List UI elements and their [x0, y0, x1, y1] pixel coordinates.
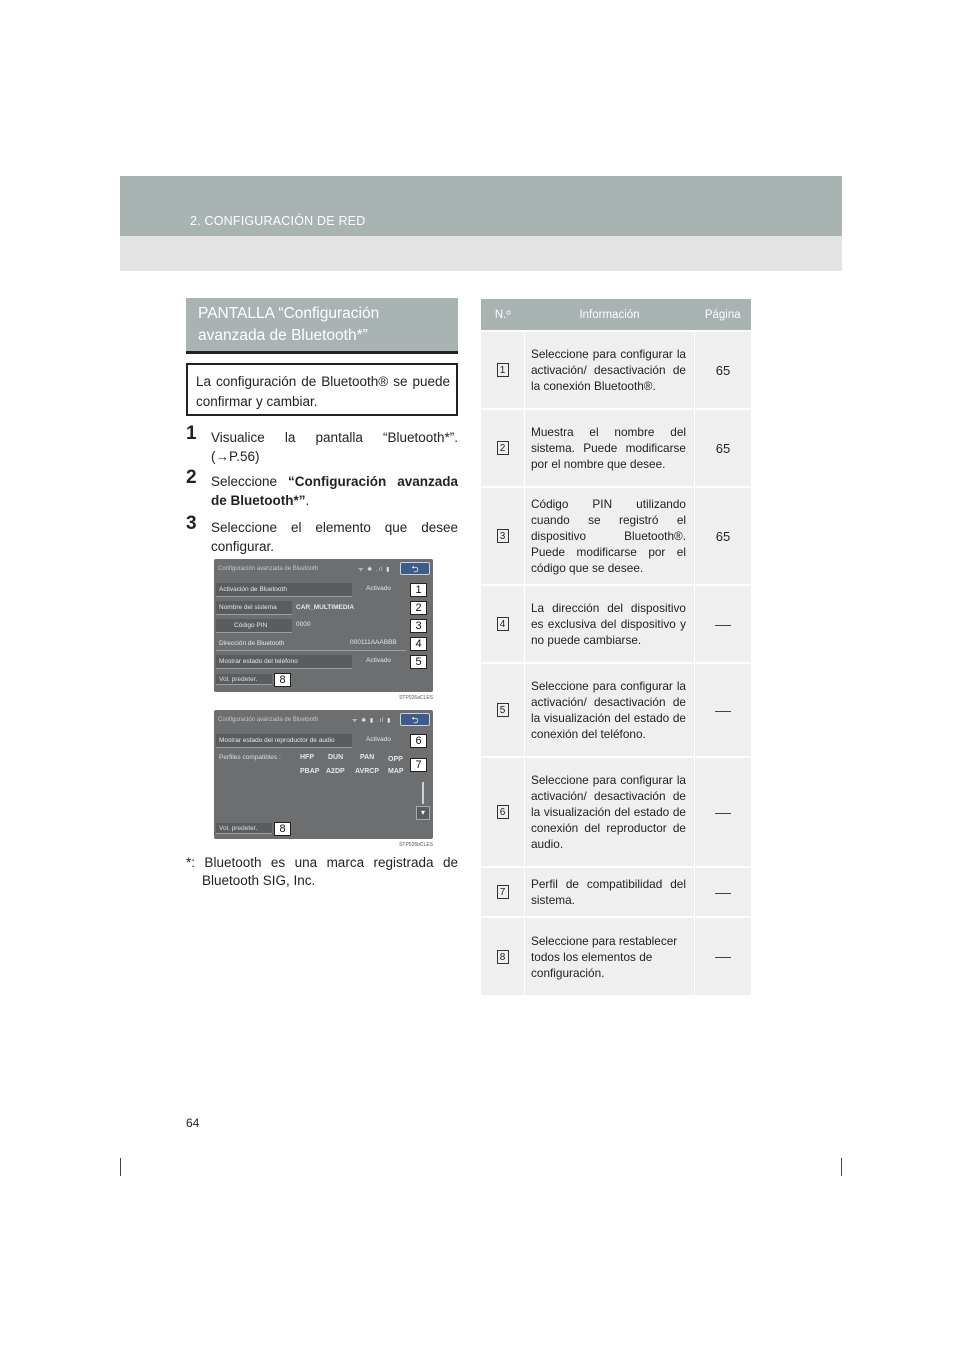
status-icons: ᯤ ✱ ▮ .ıl ▮ [352, 718, 392, 724]
table-row [481, 331, 751, 409]
no-page-dash [715, 893, 731, 894]
item-info: Seleccione para configurar la activación/ desactivación de la visualización del estado de conexión del reproductor de audio. [525, 757, 695, 867]
row-bluetooth-activation[interactable]: Activación de Bluetooth [216, 583, 352, 597]
step-number: 2 [186, 467, 197, 488]
figure-code: STP026aCLES [399, 695, 433, 701]
profile-pbap: PBAP [300, 768, 320, 775]
row-bluetooth-address: Dirección de Bluetooth [216, 637, 406, 651]
item-page: 65 [695, 409, 752, 487]
step-text: Seleccione “Configuración avanzada de Bluetooth*”. [211, 474, 459, 508]
col-header-page: Página [695, 299, 752, 331]
header-title: 2. CONFIGURACIÓN DE RED [190, 214, 366, 228]
col-header-info: Información [525, 299, 695, 331]
screenshot-bluetooth-settings-1 [214, 559, 433, 701]
row-value: Activado [366, 736, 391, 743]
callout-1: 1 [410, 583, 427, 597]
section-intro: La configuración de Bluetooth® se puede confirmar y cambiar. [186, 363, 458, 416]
scrollbar[interactable] [422, 782, 424, 804]
item-info: Código PIN utilizando cuando se registró el dispositivo Bluetooth®. Puede modificarse por el código que se desee. [525, 487, 695, 585]
profile-dun: DUN [328, 754, 344, 761]
step-number: 1 [186, 423, 197, 444]
callout-5: 5 [410, 655, 427, 669]
row-value: 000111AAABBB [350, 639, 397, 646]
row-value: Activado [366, 585, 391, 592]
default-volume-button[interactable]: Vol. predeter. [216, 674, 272, 685]
crop-mark [120, 1158, 121, 1176]
back-icon[interactable]: ⮌ [400, 713, 430, 726]
profile-a2dp: A2DP [326, 768, 345, 775]
no-page-dash [715, 711, 731, 712]
callout-2: 2 [410, 601, 427, 615]
col-header-number: N.º [481, 299, 525, 331]
callout-7: 7 [410, 758, 427, 772]
item-number: 1 [497, 363, 509, 377]
scroll-down-icon[interactable]: ▾ [416, 806, 430, 820]
table-row [481, 409, 751, 487]
item-number: 6 [497, 805, 509, 819]
page-number: 64 [186, 1116, 200, 1130]
item-number: 2 [497, 441, 509, 455]
table-row [481, 663, 751, 757]
row-value: Activado [366, 657, 391, 664]
step-3 [186, 513, 458, 556]
item-info: La dirección del dispositivo es exclusiva del dispositivo y no puede cambiarse. [525, 585, 695, 663]
profile-opp: OPP [388, 756, 403, 763]
step-text: Visualice la pantalla “Bluetooth*”. (→P.56) [211, 430, 458, 464]
info-table [481, 299, 751, 995]
row-value: 0000 [296, 621, 311, 628]
no-page-dash [715, 957, 731, 958]
step-text: Seleccione el elemento que desee configurar. [211, 520, 458, 554]
item-info: Seleccione para configurar la activación/ desactivación de la visualización del estado de conexión del teléfono. [525, 663, 695, 757]
table-row [481, 757, 751, 867]
profiles-label: Perfiles compatibles : [219, 754, 281, 761]
callout-6: 6 [410, 734, 427, 748]
table-row [481, 487, 751, 585]
table-row [481, 585, 751, 663]
step-2 [186, 467, 459, 510]
status-icons: ᯤ ✱ .ıl ▮ [358, 567, 391, 573]
table-row [481, 917, 751, 995]
callout-8: 8 [274, 673, 291, 687]
profile-avrcp: AVRCP [355, 768, 379, 775]
item-info: Seleccione para configurar la activación/ desactivación de la conexión Bluetooth®. [525, 331, 695, 409]
back-icon[interactable]: ⮌ [400, 562, 430, 575]
step-1 [186, 423, 458, 466]
item-info: Seleccione para restablecer todos los elementos de configuración. [525, 917, 695, 995]
item-number: 7 [497, 885, 509, 899]
row-pin-code[interactable]: Código PIN [216, 619, 292, 633]
item-page: 65 [695, 487, 752, 585]
table-header-row [481, 299, 751, 331]
figure-code: STP026bCLES [399, 842, 433, 848]
callout-3: 3 [410, 619, 427, 633]
profile-map: MAP [388, 768, 404, 775]
item-info: Muestra el nombre del sistema. Puede modificarse por el nombre que desee. [525, 409, 695, 487]
profile-hfp: HFP [300, 754, 314, 761]
profile-pan: PAN [360, 754, 375, 761]
item-number: 8 [497, 950, 509, 964]
item-number: 5 [497, 703, 509, 717]
section-title: PANTALLA “Configuración avanzada de Bluetooth*” [186, 298, 458, 354]
item-number: 3 [497, 529, 509, 543]
screenshot-bluetooth-settings-2 [214, 710, 433, 848]
row-system-name[interactable]: Nombre del sistema [216, 601, 292, 615]
step-number: 3 [186, 513, 197, 534]
default-volume-button[interactable]: Vol. predeter. [216, 823, 272, 834]
row-show-audio-player-status[interactable]: Mostrar estado del reproductor de audio [216, 734, 352, 748]
item-info: Perfil de compatibilidad del sistema. [525, 867, 695, 917]
row-value: CAR_MULTIMEDIA [296, 604, 355, 611]
no-page-dash [715, 625, 731, 626]
page-header [120, 176, 842, 271]
callout-8: 8 [274, 822, 291, 836]
table-row [481, 867, 751, 917]
item-page: 65 [695, 331, 752, 409]
row-show-phone-status[interactable]: Mostrar estado del teléfono [216, 655, 352, 669]
screen-title: Configuración avanzada de Bluetooth [218, 566, 319, 572]
footnote: *: Bluetooth es una marca registrada de Bluetooth SIG, Inc. [186, 855, 458, 888]
no-page-dash [715, 813, 731, 814]
item-number: 4 [497, 617, 509, 631]
crop-mark [841, 1158, 842, 1176]
callout-4: 4 [410, 637, 427, 651]
screen-title: Configuración avanzada de Bluetooth [218, 717, 319, 723]
header-band [120, 176, 842, 236]
